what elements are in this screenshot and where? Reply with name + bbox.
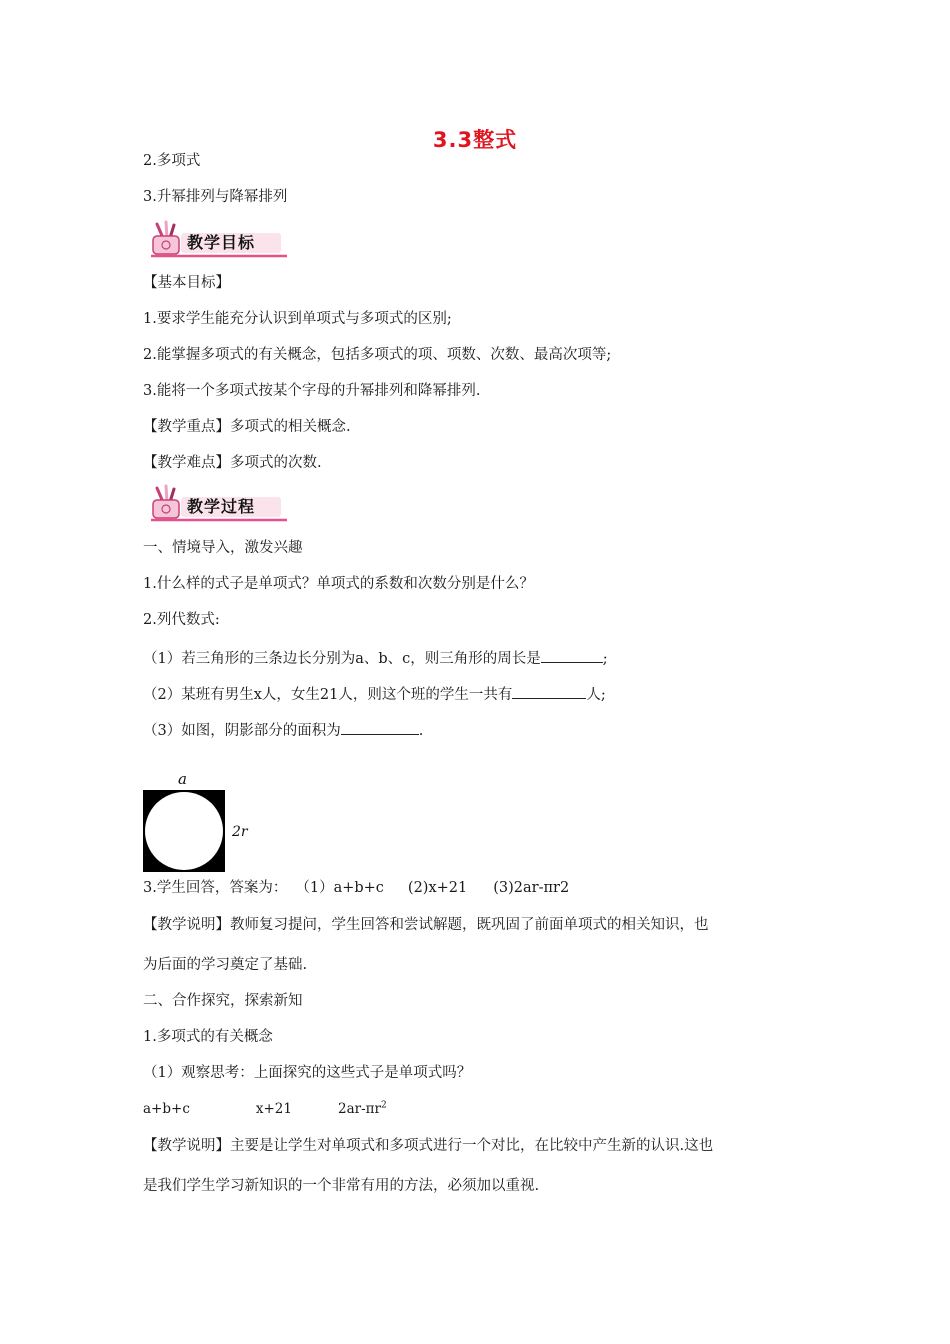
expression-2: x+21 xyxy=(255,1101,292,1117)
teaching-note-label: 【教学说明】 xyxy=(143,1138,230,1154)
difficult-point-label: 【教学难点】 xyxy=(143,455,230,471)
observe-question: （1）观察思考：上面探究的这些式子是单项式吗？ xyxy=(143,1065,472,1081)
key-point-label: 【教学重点】 xyxy=(143,419,230,435)
question-2c xyxy=(143,718,423,741)
expression-1: a+b+c xyxy=(143,1101,190,1117)
expression-3: 2ar-πr xyxy=(337,1101,381,1117)
banner-teaching-goals xyxy=(141,220,291,260)
question-1: 1.什么样的式子是单项式？单项式的系数和次数分别是什么？ xyxy=(143,576,534,592)
teaching-note-label: 【教学说明】 xyxy=(143,917,230,933)
question-2a-end: ; xyxy=(602,651,608,667)
question-2: 2.列代数式: xyxy=(143,612,220,628)
teaching-note-2 xyxy=(143,1136,713,1156)
difficult-point-text: 多项式的次数. xyxy=(230,455,322,471)
expressions-row xyxy=(143,1099,387,1119)
key-point-text: 多项式的相关概念. xyxy=(230,419,351,435)
student-answers xyxy=(143,878,569,898)
banner-teaching-process xyxy=(141,484,291,524)
key-point xyxy=(143,417,351,437)
section2-heading: 二、合作探究，探索新知 xyxy=(143,993,303,1009)
teaching-note-text: 教师复习提问，学生回答和尝试解题，既巩固了前面单项式的相关知识，也 xyxy=(230,917,709,933)
basic-goals-heading: 【基本目标】 xyxy=(143,275,230,291)
answer-2: (2)x+21 xyxy=(407,880,468,896)
page-title: 3.3整式 xyxy=(432,128,518,152)
teaching-note-2-cont: 是我们学生学习新知识的一个非常有用的方法，必须加以重视. xyxy=(143,1178,540,1194)
shaded-area-figure xyxy=(143,768,253,874)
figure-label-2r: 2r xyxy=(232,824,248,840)
question-2b-end: 人; xyxy=(586,687,606,703)
teaching-note-1 xyxy=(143,915,709,935)
question-2b xyxy=(143,682,606,705)
question-2c-end: . xyxy=(418,723,424,739)
question-2a xyxy=(143,646,608,669)
teaching-note-1-cont: 为后面的学习奠定了基础. xyxy=(143,957,308,973)
expression-3-exponent: 2 xyxy=(380,1100,387,1111)
banner-teaching-goals-label: 教学目标 xyxy=(187,233,256,252)
goal-2: 2.能掌握多项式的有关概念，包括多项式的项、项数、次数、最高次项等; xyxy=(143,347,612,363)
goal-3: 3.能将一个多项式按某个字母的升幂排列和降幂排列. xyxy=(143,383,481,399)
question-2c-text: （3）如图，阴影部分的面积为 xyxy=(143,723,341,739)
teaching-note-text: 主要是让学生对单项式和多项式进行一个对比，在比较中产生新的认识.这也 xyxy=(230,1138,714,1154)
intro-item-3: 3.升幂排列与降幂排列 xyxy=(143,189,288,205)
difficult-point xyxy=(143,453,322,473)
answer-1: （1）a+b+c xyxy=(295,880,384,896)
goal-1: 1.要求学生能充分认识到单项式与多项式的区别; xyxy=(143,311,452,327)
banner-teaching-process-label: 教学过程 xyxy=(187,497,256,516)
section1-heading: 一、情境导入，激发兴趣 xyxy=(143,540,303,556)
intro-item-2: 2.多项式 xyxy=(143,153,201,169)
question-2a-text: （1）若三角形的三条边长分别为a、b、c，则三角形的周长是 xyxy=(143,651,541,667)
answer-blank xyxy=(341,718,419,735)
answer-3: (3)2ar-πr2 xyxy=(493,880,570,896)
answer-blank xyxy=(541,646,603,663)
answer-intro: 3.学生回答，答案为： xyxy=(143,880,288,896)
answer-blank xyxy=(512,682,586,699)
question-2b-text: （2）某班有男生x人，女生21人，则这个班的学生一共有 xyxy=(143,687,513,703)
figure-label-a: a xyxy=(178,770,187,788)
subsection-1: 1.多项式的有关概念 xyxy=(143,1029,273,1045)
